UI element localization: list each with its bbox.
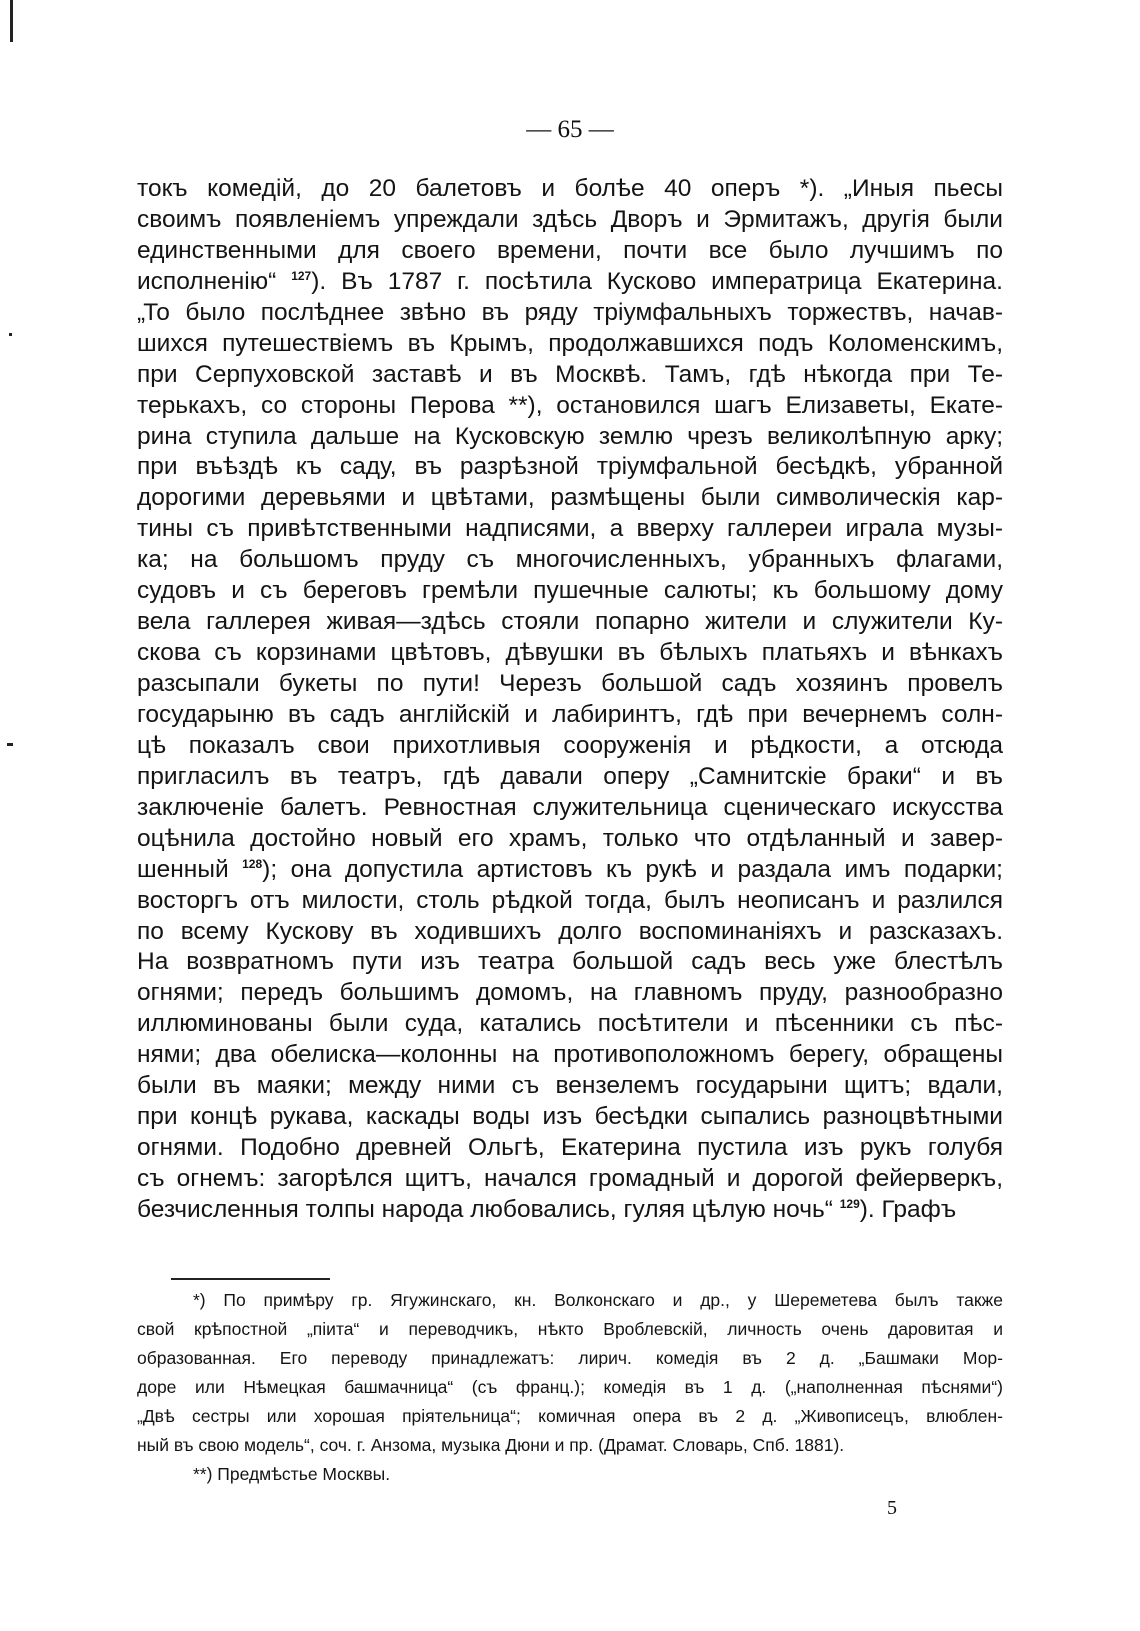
footnote-separator [171,1278,330,1280]
footnote-line: доре или Нѣмецкая башмачница“ (съ франц.); комедія въ 1 д. („наполненная пѣснями“) [137,1377,1003,1397]
text-line: пригласилъ въ театръ, гдѣ давали оперу „Самнитскіе браки“ и въ [137,762,1003,790]
footnote-line: „Двѣ сестры или хорошая пріятельница“; комичная опера въ 2 д. „Живописецъ, влюблен- [137,1406,1003,1426]
page-number: — 65 — [526,116,614,143]
body-text [137,174,1003,1226]
text-line: судовъ и съ береговъ гремѣли пушечные салюты; къ большому дому [137,577,1003,605]
text-line: цѣ показалъ свои прихотливыя сооруженія и рѣдкости, а отсюда [137,731,1003,759]
footnotes [137,1286,1003,1489]
text-line: огнями; передъ большимъ домомъ, на главномъ пруду, разнообразно [137,979,1003,1007]
text-line: восторгъ отъ милости, столь рѣдкой тогда, былъ неописанъ и разлился [137,886,1003,914]
text-line: рина ступила дальше на Кусковскую землю чрезъ великолѣпную арку; [137,422,1003,450]
text-line: ка; на большомъ пруду съ многочисленныхъ, убранныхъ флагами, [137,546,1003,574]
text-line: скова съ корзинами цвѣтовъ, дѣвушки въ бѣлыхъ платьяхъ и вѣнкахъ [137,639,1003,667]
text-line: дорогими деревьями и цвѣтами, размѣщены были символическія кар- [137,484,1003,512]
text-line: своимъ появленіемъ упреждали здѣсь Дворъ и Эрмитажъ, другія были [137,205,1003,233]
text-line: вела галлерея живая—здѣсь стояли попарно жители и служители Ку- [137,608,1003,636]
scan-mark-left [9,333,12,336]
text-line: шихся путешествіемъ въ Крымъ, продолжавшихся подъ Коломенскимъ, [137,329,1003,357]
text-line: иллюминованы были суда, катались посѣтители и пѣсенники съ пѣс- [137,1010,1003,1038]
text-line: единственными для своего времени, почти все было лучшимъ по [137,236,1003,264]
text-line: были въ маяки; между ними съ вензелемъ государыни щитъ; вдали, [137,1072,1003,1100]
text-line: безчисленныя толпы народа любовались, гуляя цѣлую ночь“ $^{129}$). Графъ [137,1195,957,1223]
text-line: съ огнемъ: загорѣлся щитъ, начался громадный и дорогой фейерверкъ, [137,1165,1003,1192]
text-line: при Серпуховской заставѣ и въ Москвѣ. Тамъ, гдѣ нѣкогда при Те- [137,360,1003,388]
text-line: тины съ привѣтственными надписями, а вверху галлереи играла музы- [137,515,1003,543]
scan-mark-top-left [10,0,13,42]
text-line: оцѣнила достойно новый его храмъ, только что отдѣланный и завер- [137,824,1003,852]
text-line: На возвратномъ пути изъ театра большой садъ весь уже блестѣлъ [137,948,1003,976]
text-line: „То было послѣднее звѣно въ ряду тріумфальныхъ торжествъ, начав- [137,298,1003,326]
scan-mark-left-2 [7,743,13,746]
footnote-line: ный въ свою модель“, соч. г. Анзома, музыка Дюни и пр. (Драмат. Словарь, Спб. 1881). [137,1435,845,1455]
text-line: огнями. Подобно древней Ольгѣ, Екатерина пустила изъ рукъ голубя [137,1134,1003,1162]
footnote-line: *) По примѣру гр. Ягужинскаго, кн. Волконскаго и др., у Шереметева былъ также [193,1290,1003,1310]
text-line: при въѣздѣ къ саду, въ разрѣзной тріумфальной бесѣдкѣ, убранной [137,453,1003,481]
text-line: терькахъ, со стороны Перова **), остановился шагъ Елизаветы, Екате- [137,391,1003,419]
footnote-line: **) Предмѣстье Москвы. [193,1464,391,1484]
text-line: заключеніе балетъ. Ревностная служительница сценическаго искусства [137,793,1003,821]
footnote-line: образованная. Его переводу принадлежатъ: лирич. комедія въ 2 д. „Башмаки Мор- [137,1348,1003,1368]
text-line: нями; два обелиска—колонны на противоположномъ берегу, обращены [137,1041,1003,1069]
text-line: по всему Кускову въ ходившихъ долго воспоминаніяхъ и разсказахъ. [137,917,1003,945]
signature-mark: 5 [887,1497,897,1519]
footnote-line: свой крѣпостной „піита“ и переводчикъ, нѣкто Вроблевскій, личность очень даровитая и [137,1319,1003,1339]
text-line: токъ комедій, до 20 балетовъ и болѣе 40 оперъ *). „Иныя пьесы [137,175,1003,202]
text-line: исполненію“ $^{127}$). Въ 1787 г. посѣтила Кусково императрица Екатерина. [137,267,1003,295]
text-line: при концѣ рукава, каскады воды изъ бесѣдки сыпались разноцвѣтными [137,1103,1003,1131]
text-line: шенный $^{128}$); она допустила артистовъ къ рукѣ и раздала имъ подарки; [137,855,1003,883]
text-line: государыню въ садъ англійскій и лабиринтъ, гдѣ при вечернемъ солн- [137,700,1003,728]
text-line: разсыпали букеты по пути! Черезъ большой садъ хозяинъ провелъ [137,670,1003,697]
